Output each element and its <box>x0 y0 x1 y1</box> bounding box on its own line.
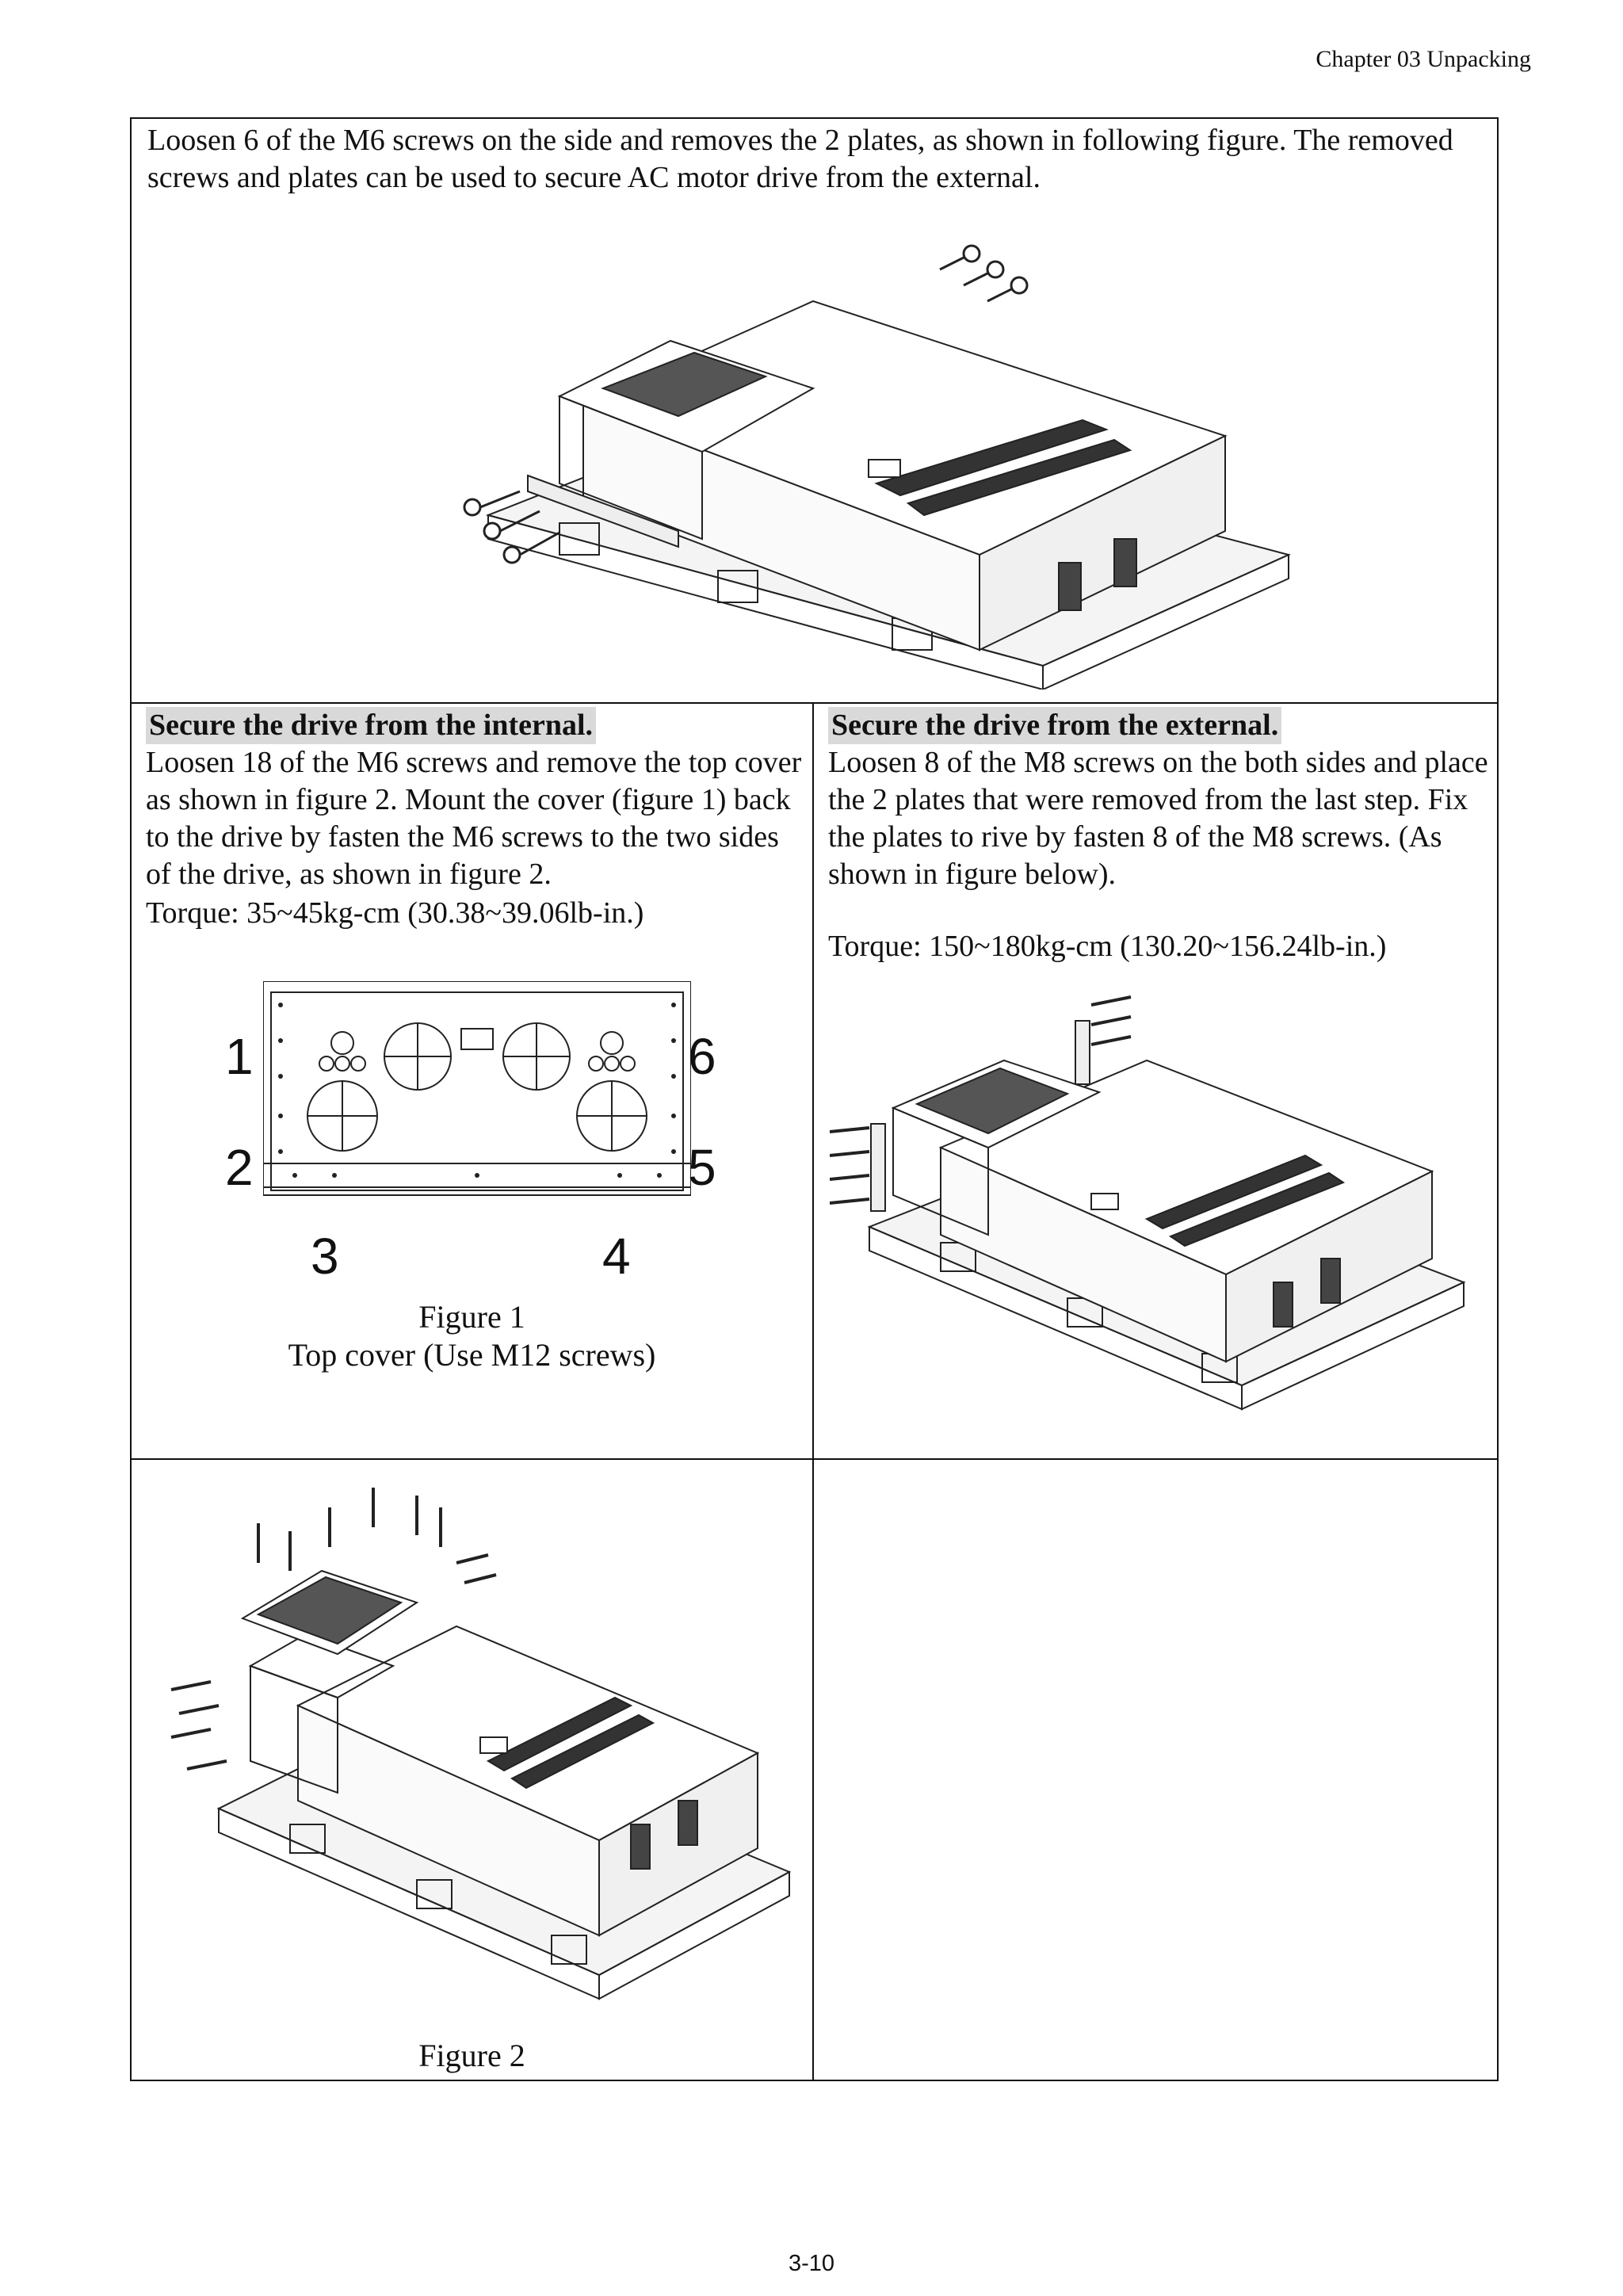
internal-cell <box>131 703 813 1459</box>
figure1-caption-title: Figure 1 <box>418 1299 525 1335</box>
figure1-caption-subtitle: Top cover (Use M12 screws) <box>288 1337 656 1373</box>
external-heading: Secure the drive from the external. <box>828 707 1281 744</box>
figure1-label-1: 1 <box>225 1028 254 1085</box>
figure1-label-6: 6 <box>688 1028 716 1085</box>
internal-torque: Torque: 35~45kg-cm (30.38~39.06lb-in.) <box>146 896 644 930</box>
external-torque: Torque: 150~180kg-cm (130.20~156.24lb-in.) <box>828 930 1387 963</box>
figure1-label-3: 3 <box>311 1228 339 1285</box>
instruction-table <box>130 117 1499 2081</box>
figure1-label-2: 2 <box>225 1139 254 1196</box>
empty-cell <box>813 1459 1498 2080</box>
intro-text: Loosen 6 of the M6 screws on the side and removes the 2 plates, as shown in following figure. The removed screws and plates can be used to secure AC motor drive from the external. <box>147 124 1453 194</box>
figure-remove-plates <box>433 222 1304 690</box>
figure2-cell <box>131 1459 813 2080</box>
figure-external-mount <box>830 989 1480 1433</box>
internal-body: Loosen 18 of the M6 screws and remove the top cover as shown in figure 2. Mount the cover (figure 1) back to the drive by fasten the M6 screws to the two sides of the drive, as shown in figure 2. <box>146 746 802 891</box>
chapter-header: Chapter 03 Unpacking <box>1316 46 1531 72</box>
figure1-caption <box>132 1298 812 1374</box>
figure2-caption: Figure 2 <box>418 2038 525 2073</box>
page-number: 3-10 <box>788 2251 835 2276</box>
figure1-label-4: 4 <box>602 1228 631 1285</box>
intro-cell <box>131 118 1498 703</box>
figure2-remove-top-cover <box>155 1476 797 2015</box>
figure1-label-5: 5 <box>688 1139 716 1196</box>
external-cell <box>813 703 1498 1459</box>
external-body: Loosen 8 of the M8 screws on the both sides and place the 2 plates that were removed from the last step. Fix the plates to rive by fasten 8 of the M8 screws. (As shown in figure below). <box>828 746 1488 891</box>
figure1-top-cover <box>263 981 691 1227</box>
internal-heading: Secure the drive from the internal. <box>146 707 596 744</box>
